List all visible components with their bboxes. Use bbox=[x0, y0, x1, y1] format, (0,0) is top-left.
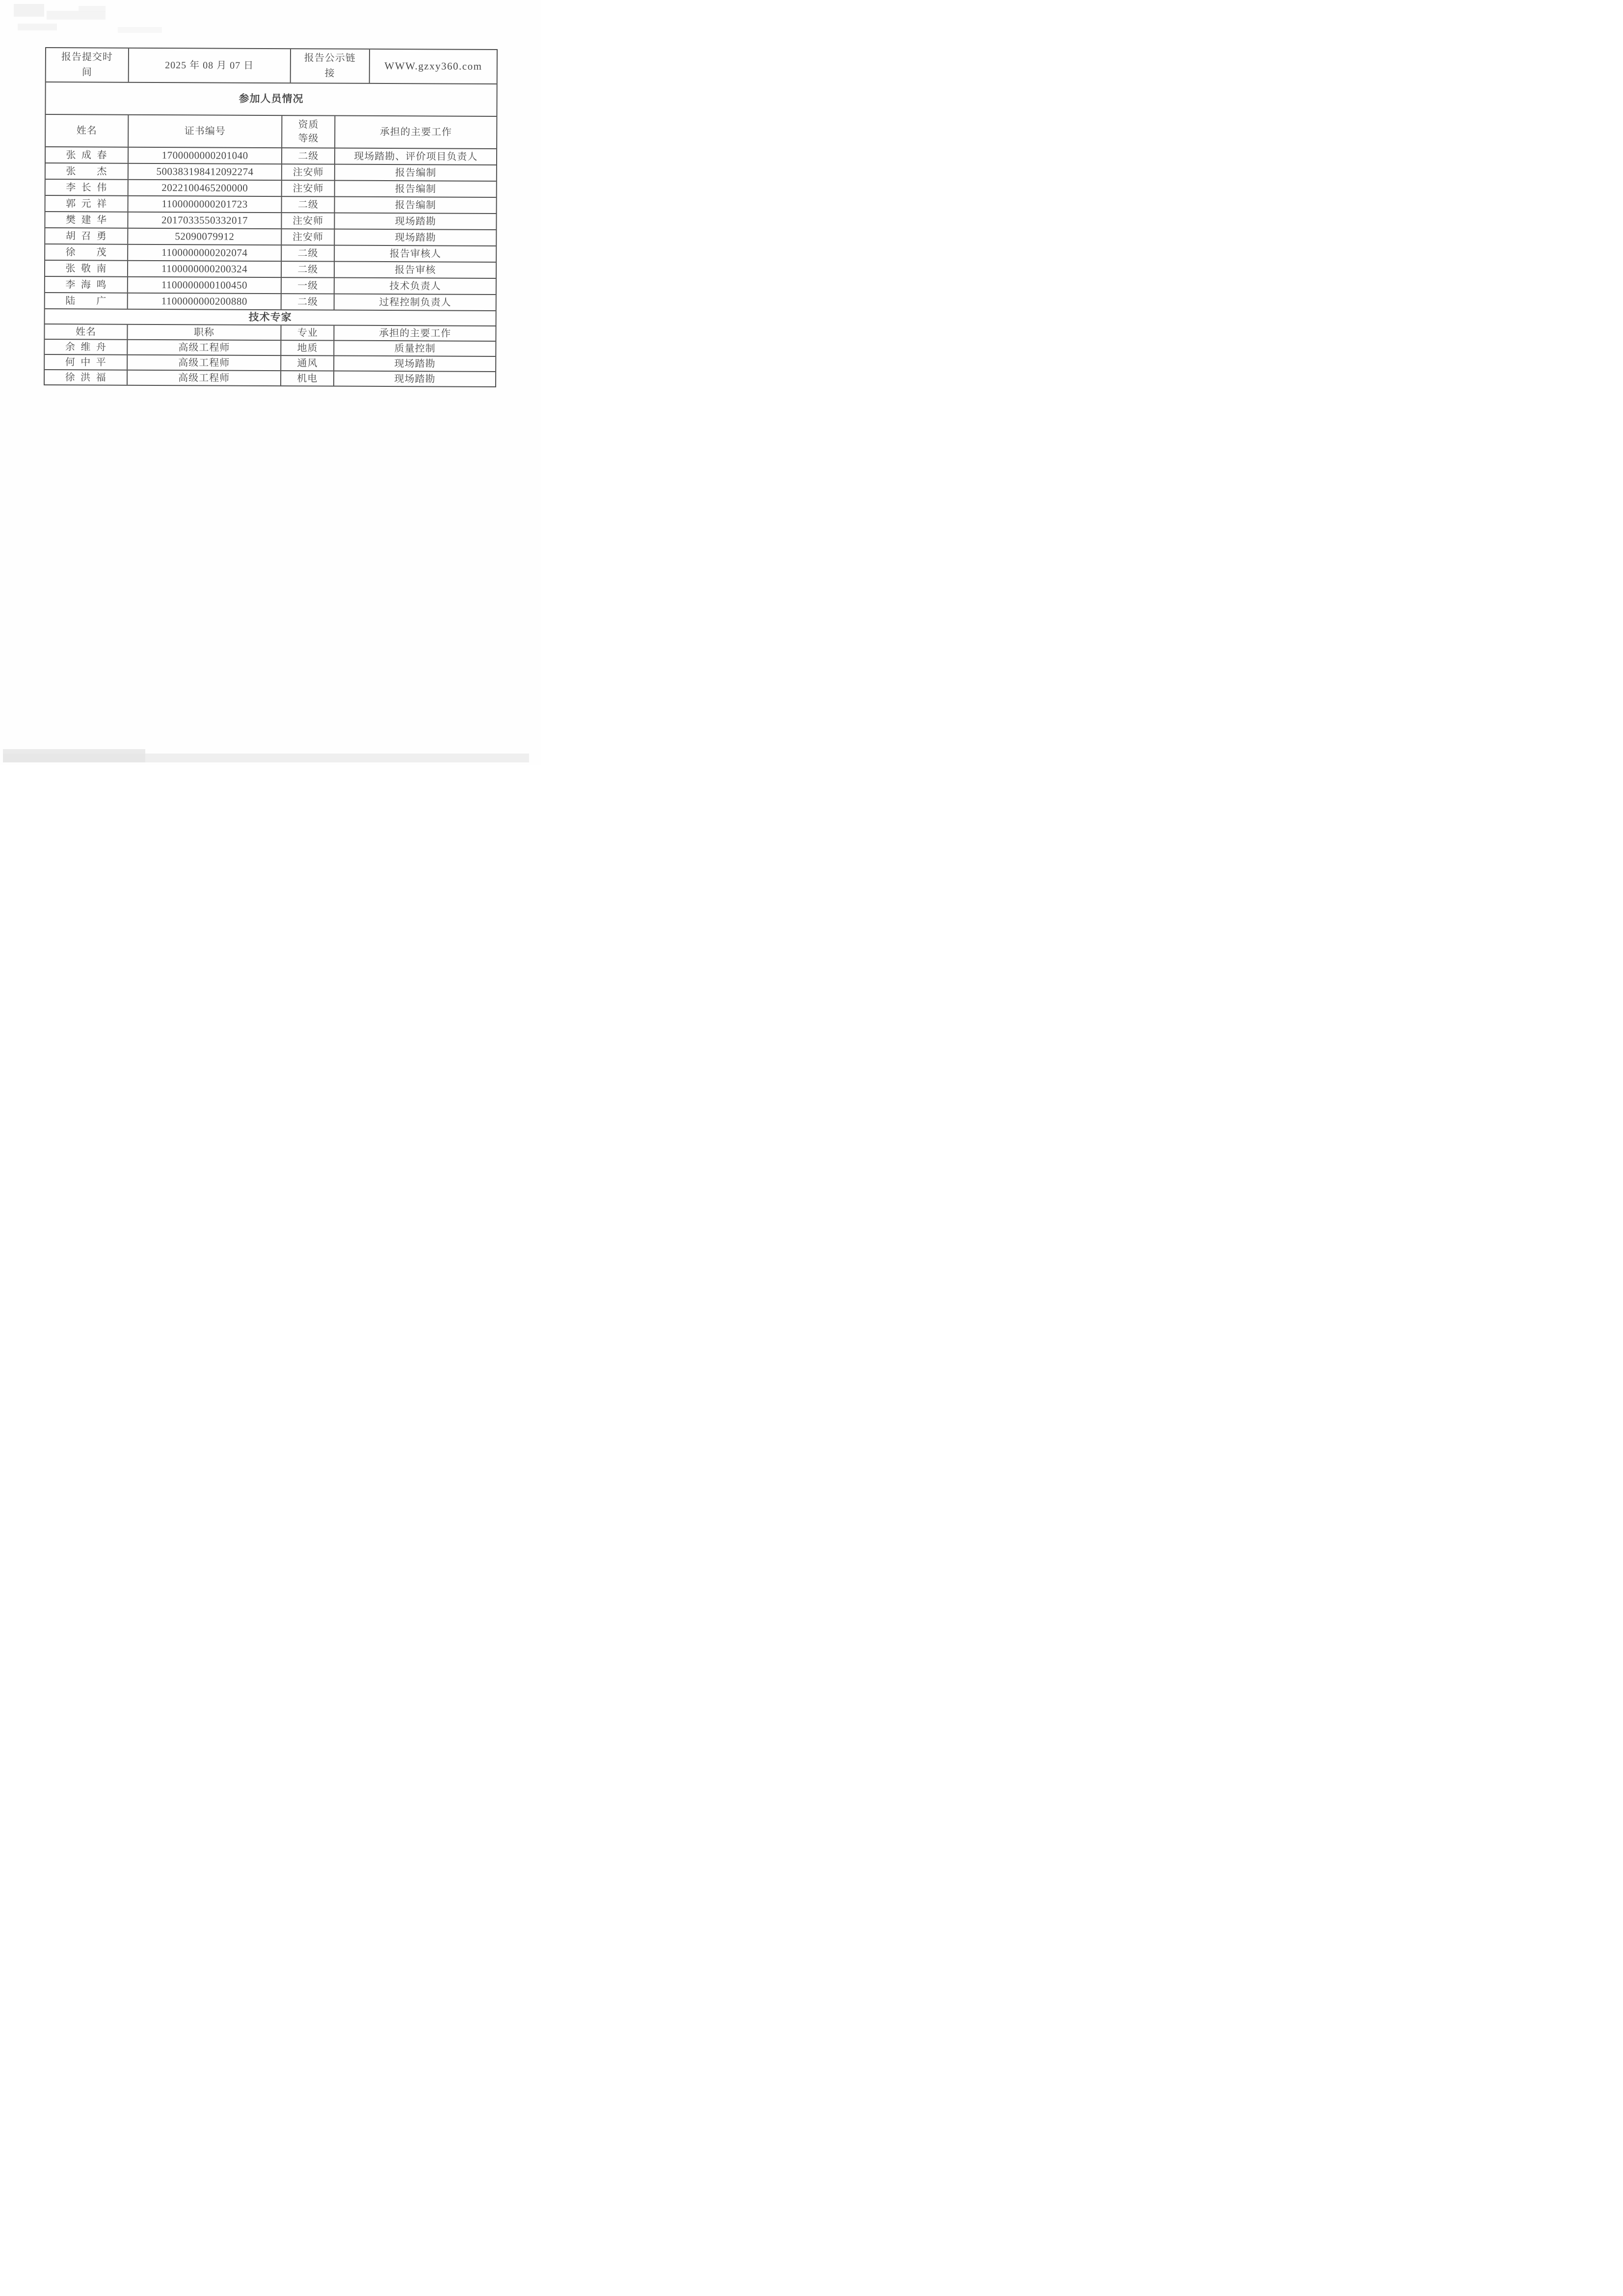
cell-text: 1100000000201723 bbox=[161, 197, 248, 210]
scan-artifact bbox=[79, 6, 106, 12]
table-cell bbox=[334, 149, 496, 164]
submission-time-label-cell bbox=[46, 48, 128, 82]
cell-text: 通风 bbox=[297, 357, 318, 369]
table-cell bbox=[45, 370, 127, 385]
table-row bbox=[45, 227, 496, 245]
table-cell bbox=[127, 213, 281, 228]
cell-text: 注安师 bbox=[293, 166, 324, 178]
participants-section-title: 参加人员情况 bbox=[239, 92, 304, 105]
report-link-label-cell bbox=[290, 49, 369, 83]
scan-artifact bbox=[14, 4, 44, 17]
cell-text: 报告审核 bbox=[395, 264, 436, 275]
table-cell bbox=[334, 356, 496, 371]
table-cell bbox=[127, 229, 281, 244]
cell-text: 质量控制 bbox=[394, 343, 436, 354]
table-cell bbox=[46, 147, 128, 163]
cell-text: 报告审核人 bbox=[389, 248, 441, 260]
cell-text: 高级工程师 bbox=[178, 372, 230, 384]
scan-artifact bbox=[118, 27, 162, 33]
cell-text: 1700000000201040 bbox=[161, 149, 248, 162]
table-cell bbox=[45, 212, 127, 228]
table-cell bbox=[127, 340, 280, 355]
cell-text: 机电 bbox=[297, 373, 318, 384]
experts-section-title: 技术专家 bbox=[248, 311, 292, 323]
experts-section-title-row bbox=[45, 308, 496, 325]
person-name: 樊建华 bbox=[65, 214, 107, 226]
cell-text: 高级工程师 bbox=[178, 357, 230, 369]
table-cell bbox=[128, 164, 281, 180]
scan-artifact bbox=[3, 754, 529, 762]
table-cell bbox=[334, 246, 496, 262]
table-cell bbox=[45, 261, 127, 276]
cell-text: 1100000000202074 bbox=[161, 246, 248, 259]
cell-text: 现场踏勘、评价项目负责人 bbox=[354, 151, 478, 162]
table-cell bbox=[333, 372, 495, 386]
cell-text: 注安师 bbox=[293, 215, 324, 226]
table-cell bbox=[127, 355, 280, 370]
table-cell bbox=[281, 294, 334, 309]
column-header-main-work: 承担的主要工作 bbox=[335, 116, 497, 148]
scan-artifact bbox=[18, 24, 57, 30]
table-row bbox=[45, 243, 496, 262]
column-header-job-title: 职称 bbox=[127, 325, 280, 340]
scan-artifact bbox=[47, 11, 106, 20]
table-cell bbox=[280, 341, 333, 355]
table-cell bbox=[45, 228, 127, 244]
person-name: 张敬南 bbox=[65, 263, 107, 274]
report-link-url: WWW.gzxy360.com bbox=[384, 60, 482, 73]
cell-text: 报告编制 bbox=[395, 167, 437, 178]
table-cell bbox=[45, 355, 127, 370]
scan-artifact bbox=[3, 749, 145, 762]
table-cell bbox=[334, 181, 496, 197]
table-row bbox=[46, 179, 496, 197]
table-cell bbox=[45, 293, 127, 309]
table-cell bbox=[281, 148, 334, 163]
person-name: 陆广 bbox=[65, 295, 107, 307]
person-name: 张成春 bbox=[66, 149, 107, 161]
table-cell bbox=[334, 230, 496, 245]
table-cell bbox=[128, 148, 281, 163]
table-cell bbox=[334, 341, 496, 356]
table-row bbox=[46, 146, 496, 164]
cell-text: 现场踏勘 bbox=[394, 373, 436, 384]
table-cell bbox=[128, 196, 281, 212]
person-name: 李长伟 bbox=[66, 182, 107, 193]
cell-text: 二级 bbox=[297, 199, 319, 210]
column-header-main-work: 承担的主要工作 bbox=[334, 326, 496, 341]
table-cell bbox=[281, 278, 334, 293]
table-cell bbox=[280, 371, 333, 385]
cell-text: 500383198412092274 bbox=[156, 165, 254, 178]
table-cell bbox=[127, 277, 281, 293]
table-row bbox=[45, 354, 495, 371]
table-cell bbox=[127, 245, 281, 261]
participants-section-title-row bbox=[46, 81, 496, 116]
table-cell bbox=[281, 197, 334, 212]
table-cell bbox=[334, 262, 496, 278]
cell-text: 过程控制负责人 bbox=[379, 297, 452, 308]
person-name: 徐洪福 bbox=[65, 372, 106, 383]
cell-text: 1100000000200324 bbox=[161, 262, 248, 275]
cell-text: 2017033550332017 bbox=[161, 214, 248, 226]
submission-time-label: 报告提交时间 bbox=[61, 52, 113, 78]
table-row bbox=[45, 276, 496, 294]
table-cell bbox=[281, 245, 334, 261]
table-cell bbox=[334, 165, 496, 181]
person-name: 余维舟 bbox=[65, 341, 106, 353]
experts-header-row bbox=[45, 324, 495, 341]
table-cell bbox=[281, 262, 334, 277]
table-cell bbox=[45, 340, 127, 354]
column-header-qualification-level: 资质等级 bbox=[281, 116, 335, 147]
report-info-table bbox=[44, 47, 498, 387]
submission-row bbox=[46, 48, 497, 83]
table-cell bbox=[127, 371, 280, 385]
table-cell bbox=[127, 294, 281, 309]
table-cell bbox=[128, 180, 281, 196]
cell-text: 一级 bbox=[297, 280, 319, 291]
cell-text: 二级 bbox=[297, 264, 319, 275]
table-cell bbox=[127, 261, 281, 277]
table-cell bbox=[334, 295, 496, 310]
submission-date-cell bbox=[128, 49, 290, 82]
report-link-url-cell bbox=[369, 50, 497, 83]
cell-text: 报告编制 bbox=[395, 183, 436, 194]
person-name: 张杰 bbox=[66, 165, 107, 177]
table-cell bbox=[281, 229, 334, 244]
table-row bbox=[46, 195, 496, 213]
table-cell bbox=[46, 163, 128, 179]
table-row bbox=[45, 339, 495, 356]
table-cell bbox=[45, 244, 127, 260]
person-name: 李海鸣 bbox=[65, 279, 107, 291]
table-row bbox=[45, 260, 496, 278]
table-cell bbox=[334, 197, 496, 213]
column-header-specialty: 专业 bbox=[280, 325, 333, 340]
column-header-certificate-no: 证书编号 bbox=[128, 115, 281, 147]
person-name: 徐茂 bbox=[65, 246, 107, 258]
cell-text: 二级 bbox=[297, 247, 319, 259]
cell-text: 1100000000200880 bbox=[161, 295, 247, 307]
table-row bbox=[46, 162, 496, 181]
table-cell bbox=[45, 277, 127, 293]
scanned-document-page bbox=[0, 0, 541, 765]
person-name: 何中平 bbox=[65, 356, 106, 368]
cell-text: 2022100465200000 bbox=[161, 181, 248, 194]
table-cell bbox=[280, 356, 333, 370]
table-cell bbox=[334, 278, 496, 294]
table-cell bbox=[281, 213, 334, 228]
submission-date: 2025 年 08 月 07 日 bbox=[165, 60, 254, 71]
cell-text: 报告编制 bbox=[395, 199, 436, 211]
table-cell bbox=[281, 164, 334, 180]
table-cell bbox=[281, 181, 334, 196]
cell-text: 技术负责人 bbox=[389, 280, 441, 292]
cell-text: 地质 bbox=[297, 342, 318, 353]
person-name: 郭元祥 bbox=[66, 198, 107, 210]
cell-text: 二级 bbox=[297, 296, 319, 307]
cell-text: 52090079912 bbox=[175, 230, 235, 243]
participants-header-row bbox=[46, 114, 496, 148]
table-row bbox=[45, 369, 495, 386]
cell-text: 现场踏勘 bbox=[395, 232, 436, 243]
cell-text: 1100000000100450 bbox=[161, 278, 248, 291]
cell-text: 现场踏勘 bbox=[394, 358, 436, 369]
column-header-name: 姓名 bbox=[75, 326, 97, 337]
cell-text: 现场踏勘 bbox=[395, 216, 436, 227]
report-link-label: 报告公示链接 bbox=[304, 53, 356, 79]
table-cell bbox=[334, 214, 496, 229]
cell-text: 二级 bbox=[298, 150, 319, 162]
table-row bbox=[45, 292, 496, 310]
cell-text: 注安师 bbox=[293, 231, 324, 243]
cell-text: 注安师 bbox=[293, 183, 324, 194]
column-header-name: 姓名 bbox=[76, 125, 97, 136]
table-row bbox=[45, 211, 496, 229]
table-cell bbox=[46, 180, 128, 195]
person-name: 胡召勇 bbox=[65, 230, 107, 242]
table-cell bbox=[46, 196, 128, 212]
cell-text: 高级工程师 bbox=[178, 342, 230, 353]
